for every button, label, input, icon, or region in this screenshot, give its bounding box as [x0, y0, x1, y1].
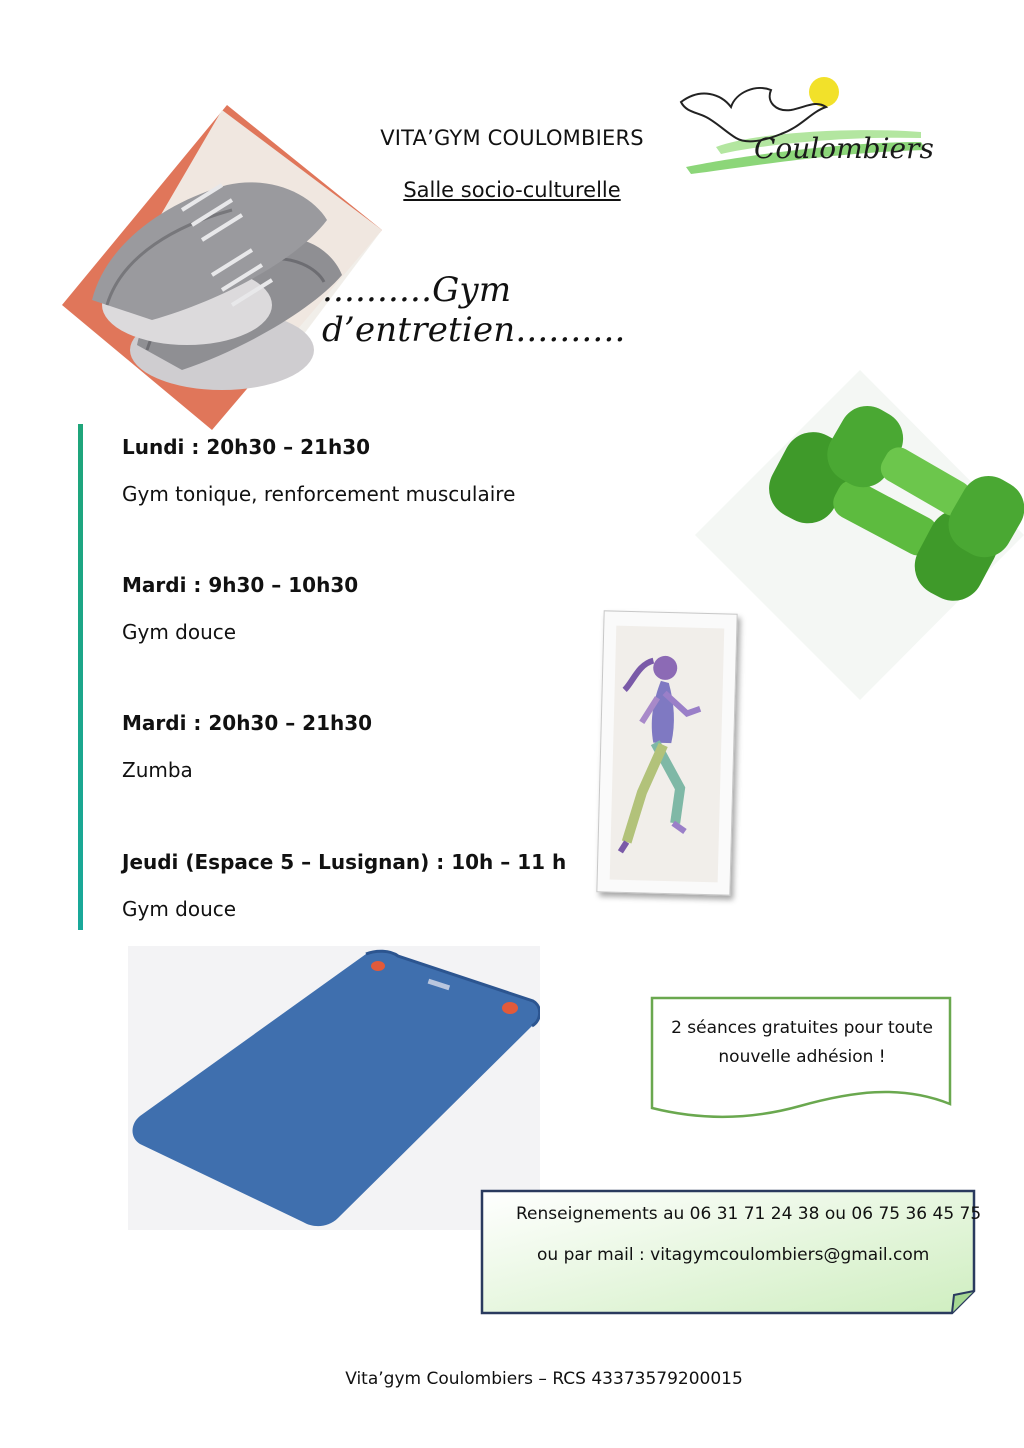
page-title: VITA’GYM COULOMBIERS — [380, 126, 644, 150]
runner-icon — [597, 611, 736, 894]
schedule-time-2: Mardi : 9h30 – 10h30 — [122, 573, 359, 597]
offer-line-2: nouvelle adhésion ! — [718, 1047, 886, 1067]
schedule-activity-1: Gym tonique, renforcement musculaire — [122, 482, 516, 506]
dumbbells-image — [695, 370, 1024, 700]
yoga-mat-icon — [128, 946, 540, 1230]
contact-email: ou par mail : vitagymcoulombiers@gmail.com — [537, 1245, 930, 1265]
dumbbells-icon — [695, 370, 1024, 700]
logo-text: Coulombiers — [754, 132, 934, 165]
offer-text — [662, 1014, 942, 1072]
schedule-time-1: Lundi : 20h30 – 21h30 — [122, 435, 371, 459]
coulombiers-logo — [676, 72, 938, 182]
page-footer: Vita’gym Coulombiers – RCS 43373579200015 — [345, 1369, 743, 1389]
yoga-mat-image — [128, 946, 540, 1230]
schedule-accent-bar — [78, 424, 83, 930]
runner-poster — [596, 610, 737, 895]
contact-phone: Renseignements au 06 31 71 24 38 ou 06 75 36 45 75 — [516, 1204, 982, 1224]
schedule-time-4: Jeudi (Espace 5 – Lusignan) : 10h – 11 h — [122, 850, 567, 874]
page-subtitle: Salle socio-culturelle — [403, 178, 621, 202]
schedule-activity-2: Gym douce — [122, 620, 237, 644]
offer-line-1: 2 séances gratuites pour toute — [671, 1018, 933, 1038]
schedule-time-3: Mardi : 20h30 – 21h30 — [122, 711, 373, 735]
schedule-activity-4: Gym douce — [122, 897, 237, 921]
schedule-activity-3: Zumba — [122, 758, 193, 782]
section-heading: ..........Gym d’entretien.......... — [322, 270, 626, 350]
